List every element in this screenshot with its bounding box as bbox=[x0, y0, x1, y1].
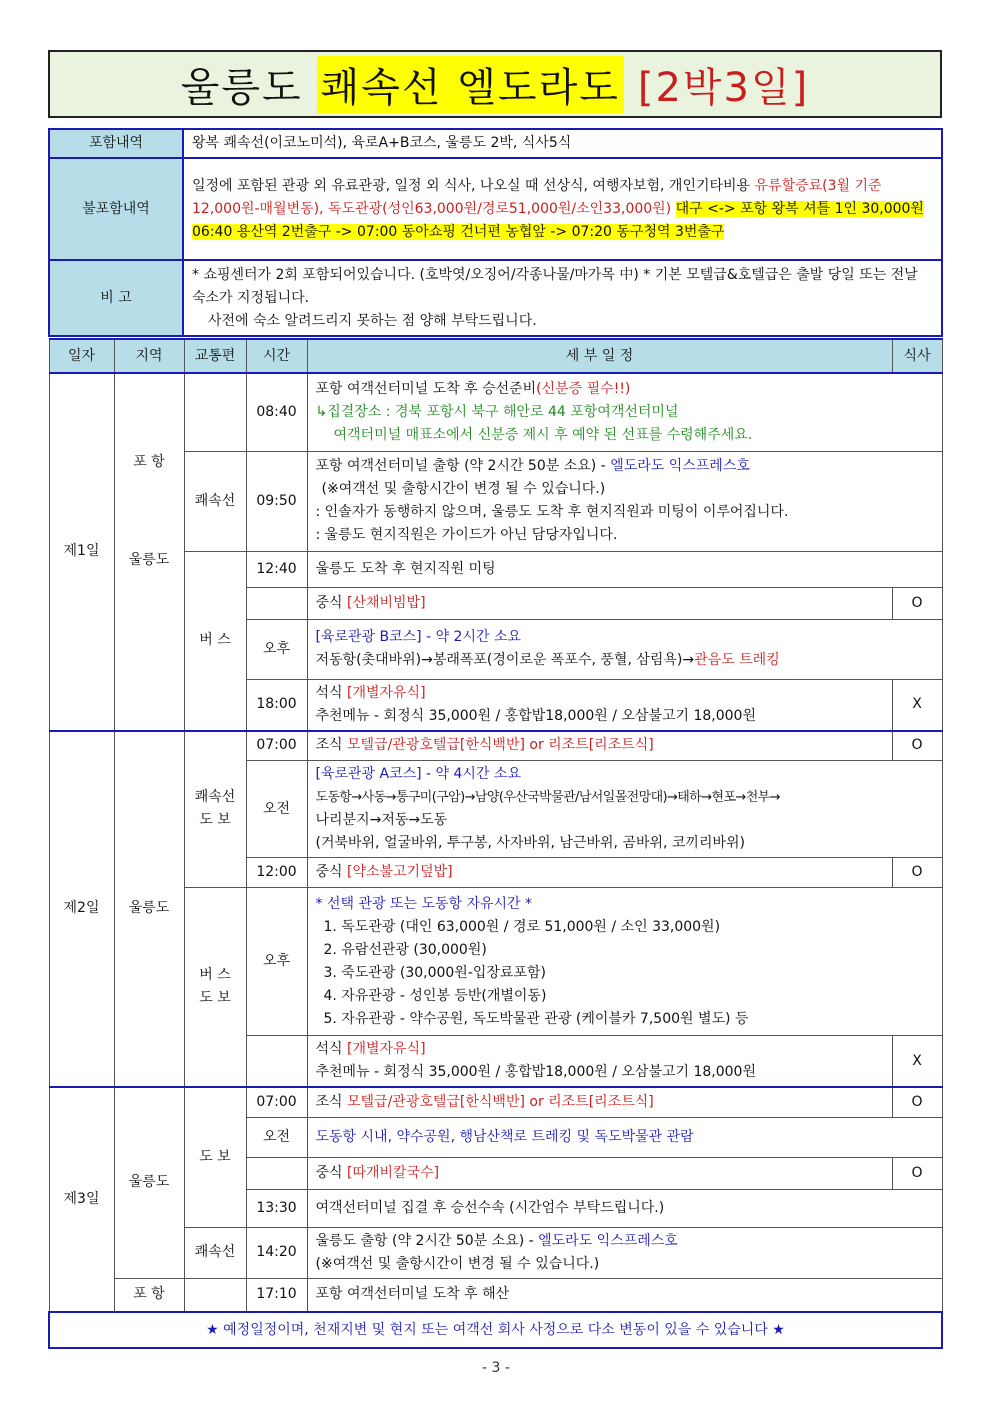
page-number: - 3 - bbox=[482, 1360, 510, 1376]
remarks-value bbox=[183, 260, 942, 336]
header-transport: 교통편 bbox=[184, 339, 246, 373]
remarks-label: 비 고 bbox=[49, 260, 183, 336]
day1-detail: 울릉도 도착 후 현지직원 미팅 bbox=[307, 551, 942, 587]
day2-label: 제2일 bbox=[49, 731, 114, 1088]
day3-meal: O bbox=[892, 1157, 942, 1189]
day2-meal: O bbox=[892, 731, 942, 761]
header-time: 시간 bbox=[246, 339, 307, 373]
day1-detail: 포항 여객선터미널 도착 후 승선준비(신분증 필수!!) ↳집결장소 : 경북 포항시 북구 해안로 44 포항여객선터미널 여객터미널 매표소에서 신분증 제시 후 예약 된 선표를 수령해주세요. bbox=[307, 373, 942, 451]
day3-time: 17:10 bbox=[246, 1278, 307, 1312]
info-table bbox=[48, 128, 943, 337]
day2-region: 울릉도 bbox=[114, 731, 184, 1088]
excluded-line1: 일정에 포함된 관광 외 유료관광, 일정 외 식사, 나오실 때 선상식, 여행자보험, 개인기타비용 bbox=[192, 177, 751, 194]
day3-transport-empty bbox=[184, 1278, 246, 1312]
day1-detail: 중식 [산채비빔밥] bbox=[307, 587, 892, 619]
day1-transport-empty bbox=[184, 373, 246, 451]
table-row bbox=[49, 373, 942, 451]
day2-time: 오전 bbox=[246, 761, 307, 858]
excluded-line2: 유류할증료(3월 기준 12,000원-매월변동), 독도관광(성인63,000원/경로51,000원/소인33,000원) bbox=[192, 177, 882, 217]
day1-region-pohang: 포 항 bbox=[114, 373, 184, 551]
day2-detail: 조식 모텔급/관광호텔급[한식백반] or 리조트[리조트식] bbox=[307, 731, 892, 761]
day1-time: 18:00 bbox=[246, 679, 307, 731]
day2-time: 오후 bbox=[246, 888, 307, 1036]
footer-note: ★ 예정일정이며, 천재지변 및 현지 또는 여객선 회사 사정으로 다소 변동이 있을 수 있습니다 ★ bbox=[49, 1312, 942, 1348]
day2-meal: X bbox=[892, 1036, 942, 1088]
remarks-line1: * 쇼핑센터가 2회 포함되어있습니다. (호박엿/오징어/각종나물/마가목 中) bbox=[192, 266, 639, 283]
day3-time: 13:30 bbox=[246, 1189, 307, 1227]
included-label: 포함내역 bbox=[49, 129, 183, 158]
day3-detail: 중식 [따개비칼국수] bbox=[307, 1157, 892, 1189]
included-value: 왕복 쾌속선(이코노미석), 육로A+B코스, 울릉도 2박, 식사5식 bbox=[183, 129, 942, 158]
day2-transport-b: 버 스 도 보 bbox=[184, 888, 246, 1088]
day1-region-ulleung: 울릉도 bbox=[114, 551, 184, 731]
day2-detail: [육로관광 A코스] - 약 4시간 소요 도동항→사동→통구미(구암)→남양(우산국박물관/남서일몰전망대)→태하→현포→천부→ 나리분지→저동→도동 (거북바위, 얼굴바위, 투구봉, 사자바위, 남근바위, 곰바위, 코끼리바위) bbox=[307, 761, 942, 858]
header-day: 일자 bbox=[49, 339, 114, 373]
day3-detail: 여객선터미널 집결 후 승선수속 (시간엄수 부탁드립니다.) bbox=[307, 1189, 942, 1227]
day2-meal: O bbox=[892, 858, 942, 888]
day1-time: 09:50 bbox=[246, 451, 307, 551]
day2-detail: * 선택 관광 또는 도동항 자유시간 * 1. 독도관광 (대인 63,000원 / 경로 51,000원 / 소인 33,000원) 2. 유람선관광 (30,000원) 3. 죽도관광 (30,000원-입장료포함) 4. 자유관광 - 성인봉 등반(개별이동) 5. 자유관광 - 약수공원, 독도박물관 관광 (케이블카 7,500원 별도) 등 bbox=[307, 888, 942, 1036]
day1-transport-bus: 버 스 bbox=[184, 551, 246, 731]
day1-time-empty bbox=[246, 587, 307, 619]
day1-time: 오후 bbox=[246, 619, 307, 679]
day3-transport-ferry: 쾌속선 bbox=[184, 1227, 246, 1278]
excluded-label: 불포함내역 bbox=[49, 158, 183, 260]
day3-region-pohang: 포 항 bbox=[114, 1278, 184, 1312]
day3-detail: 조식 모텔급/관광호텔급[한식백반] or 리조트[리조트식] bbox=[307, 1087, 892, 1117]
day2-detail: 중식 [약소불고기덮밥] bbox=[307, 858, 892, 888]
page-title bbox=[48, 50, 942, 118]
remarks-line2: * 기본 모텔급&호텔급은 출발 당일 또는 전날 숙소가 지정됩니다. bbox=[192, 266, 918, 306]
footer-row bbox=[49, 1312, 942, 1348]
day1-meal: O bbox=[892, 587, 942, 619]
header-meal: 식사 bbox=[892, 339, 942, 373]
day1-detail: [육로관광 B코스] - 약 2시간 소요 저동항(촛대바위)→봉래폭포(경이로운 폭포수, 풍혈, 삼림욕)→관음도 트레킹 bbox=[307, 619, 942, 679]
excluded-line3: 대구 <-> 포항 왕복 셔틀 1인 30,000원 bbox=[675, 200, 924, 217]
day3-time: 07:00 bbox=[246, 1087, 307, 1117]
day3-region-ulleung: 울릉도 bbox=[114, 1087, 184, 1278]
day1-time: 08:40 bbox=[246, 373, 307, 451]
header-region: 지역 bbox=[114, 339, 184, 373]
day2-detail: 석식 [개별자유식] 추천메뉴 - 회정식 35,000원 / 홍합밥18,000원 / 오삼불고기 18,000원 bbox=[307, 1036, 892, 1088]
day3-label: 제3일 bbox=[49, 1087, 114, 1312]
day2-transport-a: 쾌속선 도 보 bbox=[184, 731, 246, 888]
table-row bbox=[49, 731, 942, 761]
day2-time-empty bbox=[246, 1036, 307, 1088]
header-detail: 세 부 일 정 bbox=[307, 339, 892, 373]
day3-detail: 포항 여객선터미널 도착 후 해산 bbox=[307, 1278, 942, 1312]
day1-time: 12:40 bbox=[246, 551, 307, 587]
title-part3: [2박3일] bbox=[637, 64, 810, 111]
day3-transport-walk: 도 보 bbox=[184, 1087, 246, 1227]
table-row bbox=[49, 551, 942, 587]
day3-time-empty bbox=[246, 1157, 307, 1189]
day1-transport-ferry: 쾌속선 bbox=[184, 451, 246, 551]
remarks-line3: 사전에 숙소 알려드리지 못하는 점 양해 부탁드립니다. bbox=[208, 312, 537, 329]
day2-time: 12:00 bbox=[246, 858, 307, 888]
day1-detail: 포항 여객선터미널 출항 (약 2시간 50분 소요) - 엘도라도 익스프레스호 (※여객선 및 출항시간이 변경 될 수 있습니다.) : 인솔자가 동행하지 않으며, 울릉도 도착 후 현지직원과 미팅이 이루어집니다. : 울릉도 현지직원은 가이드가 아닌 담당자입니다. bbox=[307, 451, 942, 551]
day2-time: 07:00 bbox=[246, 731, 307, 761]
day3-time: 오전 bbox=[246, 1117, 307, 1157]
schedule-table bbox=[48, 338, 943, 1349]
title-part1: 울릉도 bbox=[180, 64, 303, 111]
title-part2: 쾌속선 엘도라도 bbox=[317, 56, 624, 113]
day3-detail: 울릉도 출항 (약 2시간 50분 소요) - 엘도라도 익스프레스호 (※여객선 및 출항시간이 변경 될 수 있습니다.) bbox=[307, 1227, 942, 1278]
table-row bbox=[49, 1278, 942, 1312]
excluded-line4: 06:40 용산역 2번출구 -> 07:00 동아쇼핑 건너편 농협앞 -> 07:20 동구청역 3번출구 bbox=[192, 223, 725, 240]
table-row bbox=[49, 1087, 942, 1117]
day1-meal: X bbox=[892, 679, 942, 731]
schedule-header-row bbox=[49, 339, 942, 373]
excluded-value bbox=[183, 158, 942, 260]
day3-meal: O bbox=[892, 1087, 942, 1117]
day3-time: 14:20 bbox=[246, 1227, 307, 1278]
day1-detail: 석식 [개별자유식] 추천메뉴 - 회정식 35,000원 / 홍합밥18,000원 / 오삼불고기 18,000원 bbox=[307, 679, 892, 731]
day1-label: 제1일 bbox=[49, 373, 114, 731]
day3-detail: 도동항 시내, 약수공원, 행남산책로 트레킹 및 독도박물관 관람 bbox=[307, 1117, 942, 1157]
